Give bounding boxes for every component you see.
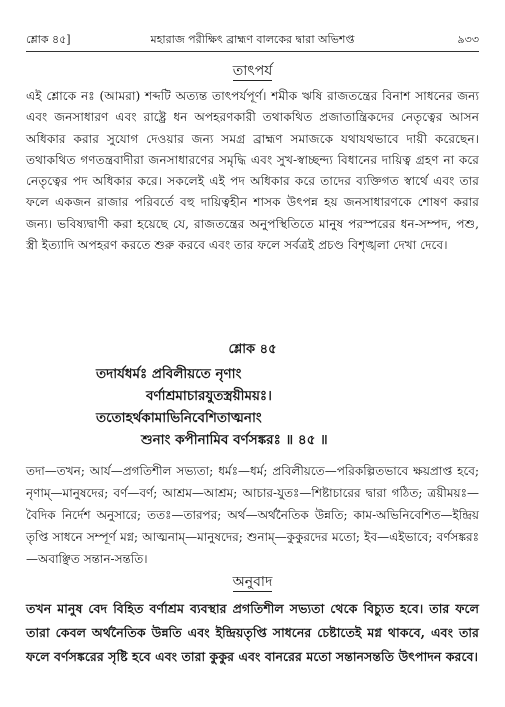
page-header bbox=[26, 30, 479, 50]
page-number: ৯৩৩ bbox=[457, 33, 479, 46]
verse-block bbox=[26, 364, 479, 452]
header-running-title: মহারাজ পরীক্ষিৎ ব্রাহ্মণ বালকের দ্বারা অভিশপ্ত bbox=[150, 33, 355, 46]
verse-line: শুনাং কপীনামিব বর্ণসঙ্করঃ ॥ ৪৫ ॥ bbox=[141, 432, 328, 448]
translation-paragraph: তখন মানুষ বেদ বিহিত বর্ণাশ্রম ব্যবস্থার প্রগতিশীল সভ্যতা থেকে বিচ্যুত হবে। তার ফলে তারা কেবল অর্থনৈতিক উন্নতি এবং ইন্দ্রিয়তৃপ্তি সাধনের চেষ্টাতেই মগ্ন থাকবে, এবং তার ফলে বর্ণসঙ্করের সৃষ্টি হবে এবং তারা কুকুর এবং বানরের মতো সন্তানসন্ততি উৎপাদন করবে। bbox=[26, 601, 479, 664]
verse-heading: শ্লোক ৪৫ bbox=[228, 342, 277, 357]
header-verse-reference: শ্লোক ৪৫] bbox=[26, 33, 71, 46]
header-rule bbox=[26, 51, 479, 52]
verse-line: তদার্যধর্মঃ প্রবিলীয়তে নৃণাং bbox=[96, 366, 242, 382]
purport-heading bbox=[0, 62, 505, 80]
purport-paragraph: এই শ্লোকে নঃ (আমরা) শব্দটি অত্যন্ত তাৎপর্যপূর্ণ। শমীক ঋষি রাজতন্ত্রের বিনাশ সাধনের জন্য এবং জনসাধারণ এবং রাষ্ট্রে ধন অপহরণকারী তথাকথিত প্রজাতান্ত্রিকদের নেতৃত্বের আসন অধিকার করার সুযোগ দেওয়ার জন্য সমগ্র ব্রাহ্মণ সমাজকে যথাযথভাবে দায়ী করেছেন। তথাকথিত গণতন্ত্রবাদীরা জনসাধারণের সমৃদ্ধি এবং সুখ-স্বাচ্ছন্দ্য বিধানের দায়িত্ব গ্রহণ না করে নেতৃত্বের পদ অধিকার করে। সকলেই এই পদ অধিকার করে তাদের ব্যক্তিগত স্বার্থে এবং তার ফলে একজন রাজার পরিবর্তে বহু দায়িত্বহীন শাসক উৎপন্ন হয় জনসাধারণকে শোষণ করার জন্য। ভবিষ্যদ্বাণী করা হয়েছে যে, রাজতন্ত্রের অনুপস্থিতিতে মানুষ পরস্পরের ধন-সম্পদ, পশু, স্ত্রী ইত্যাদি অপহরণ করতে শুরু করবে এবং তার ফলে সর্বত্রই প্রচণ্ড বিশৃঙ্খলা দেখা দেবে। bbox=[26, 89, 479, 253]
translation-heading bbox=[0, 573, 505, 591]
word-meanings: তদা—তখন; আর্য—প্রগতিশীল সভ্যতা; ধর্মঃ—ধর্ম; প্রবিলীয়তে—পরিকল্পিতভাবে ক্ষয়প্রাপ্ত হবে; নৃণাম্—মানুষদের; বর্ণ—বর্ণ; আশ্রম—আশ্রম; আচার-যুতঃ—শিষ্টাচারের দ্বারা গঠিত; ত্রয়ীময়ঃ—বৈদিক নির্দেশ অনুসারে; ততঃ—তারপর; অর্থ—অর্থনৈতিক উন্নতি; কাম-অভিনিবেশিত—ইন্দ্রিয় তৃপ্তি সাধনে সম্পূর্ণ মগ্ন; আত্মনাম্—মানুষদের; শুনাম্—কুকুরদের মতো; ইব—এইভাবে; বর্ণসঙ্করঃ—অবাঞ্ছিত সন্তান-সন্ততি। bbox=[26, 464, 479, 566]
verse-line: বর্ণাশ্রমাচারযুতস্ত্রয়ীময়ঃ। bbox=[146, 388, 272, 404]
verse-line: ততোহর্থকামাভিনিবেশিতাত্মনাং bbox=[96, 410, 262, 426]
purport-title: তাৎপর্য bbox=[232, 63, 273, 79]
translation-title: অনুবাদ bbox=[232, 574, 273, 590]
